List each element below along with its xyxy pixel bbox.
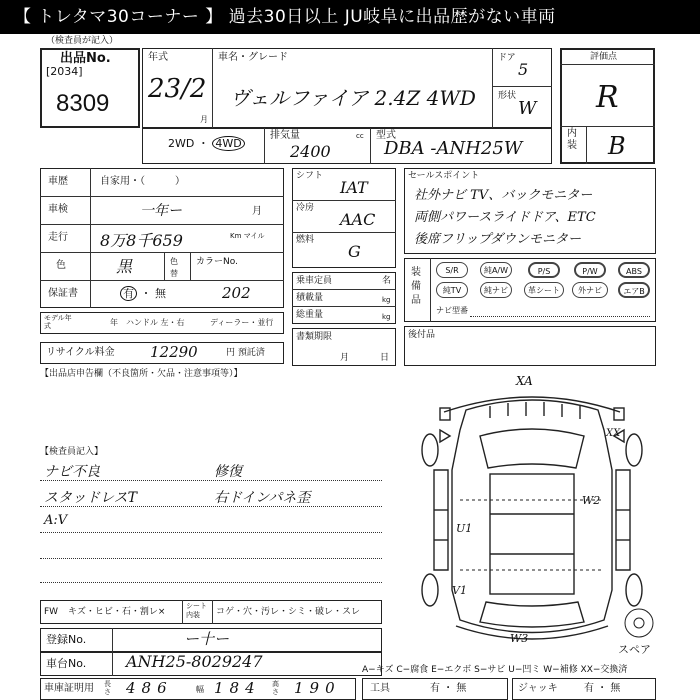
interior-value: B — [608, 132, 626, 160]
year-month: 月 — [200, 115, 208, 124]
lot-small-number: [2034] — [46, 65, 83, 78]
sales-point-line-1: 社外ナビ TV、バックモニター — [414, 188, 593, 203]
equip-sr: S/R — [436, 262, 468, 278]
inspector-label: 【検査員記入】 — [40, 447, 104, 457]
fuel-value: G — [348, 242, 361, 261]
shift-value: IAT — [340, 178, 368, 197]
history-label: 車歴 — [48, 176, 68, 187]
diagram-mark-front: XA — [516, 374, 533, 388]
post-mount-label: 後付品 — [408, 330, 436, 340]
equip-leather: 革シート — [524, 282, 564, 298]
spare-tire-icon — [622, 606, 656, 640]
registration-value: ー十ー — [184, 630, 230, 648]
recycle-value: 12290 — [150, 343, 198, 361]
header-note: （検査員が記入） — [46, 36, 119, 46]
type-value: DBA -ANH25W — [384, 138, 523, 159]
lot-number: 8309 — [56, 90, 110, 117]
docs-month: 月 — [340, 353, 350, 363]
sales-points-label: セールスポイント — [408, 171, 480, 181]
sales-point-line-3: 後席フリップダウンモニター — [414, 232, 582, 247]
equip-abs: ABS — [618, 262, 650, 278]
equip-airbag: エアB — [618, 282, 650, 298]
diagram-mark-w2: W2 — [582, 494, 601, 507]
tools-selector: 有 ・ 無 — [430, 683, 467, 694]
docs-label: 書類期限 — [296, 332, 333, 342]
diagram-mark-v1: V1 — [452, 584, 467, 597]
model-year-handle: ハンドル 左・右 — [126, 318, 185, 327]
warranty-label: 保証書 — [48, 288, 78, 299]
color-value: 黒 — [116, 257, 133, 276]
cert-label: 車庫証明用 — [44, 683, 94, 694]
load-unit: kg — [382, 296, 391, 304]
doors-label: ドア — [498, 53, 516, 63]
chassis-label: 車台No. — [46, 657, 87, 670]
recycle-unit: 円 預託済 — [226, 348, 265, 358]
inspection-label: 車検 — [48, 204, 68, 215]
color-code-label: カラーNo. — [196, 257, 238, 267]
drive-selector: 2WD ・ 4WD — [168, 138, 245, 150]
shift-label: シフト — [296, 171, 324, 181]
color-label: 色 — [56, 260, 66, 271]
model-label: 車名・グレード — [218, 52, 288, 63]
cert-height: 190 — [294, 679, 341, 697]
sales-point-line-2: 両側パワースライドドア、ETC — [414, 210, 596, 225]
recycle-label: リサイクル料金 — [46, 347, 115, 358]
body-type-value: W — [518, 98, 537, 119]
warranty-selector: 有 ・ 無 — [120, 288, 166, 300]
chassis-value: ANH25-8029247 — [126, 652, 263, 671]
equip-tv: 純TV — [436, 282, 468, 298]
banner-text: 【 トレタマ30コーナー 】 過去30日以上 JU岐阜に出品歴がない車両 — [14, 7, 556, 27]
seat-items: コゲ・穴・汚レ・シミ・破レ・スレ — [216, 607, 361, 617]
cert-length: 486 — [126, 679, 173, 697]
spare-label: スペア — [618, 643, 651, 656]
fw-label: FW — [44, 607, 59, 617]
fuel-label: 燃料 — [296, 235, 315, 245]
docs-day: 日 — [380, 353, 390, 363]
cert-width: 184 — [214, 679, 261, 697]
capacity-label: 乗車定員 — [296, 276, 333, 286]
history-options: 自家用・（ ） — [100, 176, 185, 187]
aircon-label: 冷房 — [296, 203, 315, 213]
inspection-value: 一年ー — [140, 203, 182, 219]
inspection-month: 月 — [252, 206, 262, 217]
load-label: 積載量 — [296, 293, 324, 303]
inspector-line-1-right: 修復 — [214, 464, 242, 480]
model-value: ヴェルファイア 2.4Z 4WD — [230, 86, 476, 110]
post-mount-box — [404, 326, 656, 366]
equip-navi: 純ナビ — [480, 282, 512, 298]
lot-label: 出品No. — [60, 51, 111, 66]
diagram-mark-w3: W3 — [510, 632, 529, 645]
model-year-year: 年 — [110, 318, 118, 327]
body-type-label: 形状 — [498, 91, 517, 101]
equip-ps: P/S — [528, 262, 560, 278]
model-year-label: モデル年式 — [44, 314, 72, 330]
seat-label: シート内装 — [186, 602, 207, 619]
score-label: 評価点 — [590, 52, 618, 62]
mileage-label: 走行 — [48, 232, 68, 243]
banner — [0, 0, 700, 34]
equip-ext-navi: 外ナビ — [572, 282, 608, 298]
diagram-mark-u1: U1 — [456, 522, 473, 535]
type-label: 型式 — [376, 130, 396, 141]
mileage-unit: Km マイル — [230, 232, 265, 240]
displacement-unit: cc — [356, 132, 364, 140]
color-code-value: 202 — [222, 284, 251, 302]
exhibitor-note-label: 【出品店申告欄（不良箇所・欠品・注意事項等）】 — [40, 369, 243, 379]
damage-legend: A−キズ C−腐食 E−エクボ S−サビ U−凹ミ W−補修 XX−交換済 — [362, 665, 628, 675]
interior-label: 内装 — [567, 128, 577, 151]
registration-label: 登録No. — [46, 633, 87, 646]
inspector-line-2-left: スタッドレスT — [44, 490, 137, 506]
capacity-unit: 名 — [382, 276, 392, 286]
weight-label: 総重量 — [296, 310, 324, 320]
cert-width-label: 幅 — [196, 685, 204, 694]
year-value: 23/2 — [148, 74, 207, 104]
jack-label: ジャッキ — [518, 683, 558, 694]
mileage-value: 8万8千659 — [100, 231, 183, 250]
cert-height-label: 高さ — [272, 680, 279, 696]
model-year-dealer: ディーラー・並行 — [210, 318, 274, 327]
fw-items: キズ・ヒビ・石・割レ× — [68, 607, 166, 617]
paint-label: 色替 — [170, 257, 178, 278]
weight-unit: kg — [382, 313, 391, 321]
cert-length-label: 長さ — [104, 680, 111, 696]
diagram-mark-xx: XX — [606, 428, 621, 439]
jack-selector: 有 ・ 無 — [584, 683, 621, 694]
displacement-label: 排気量 — [270, 130, 300, 141]
score-value: R — [596, 80, 619, 115]
displacement-value: 2400 — [290, 142, 331, 161]
tools-label: 工具 — [370, 683, 390, 694]
aircon-value: AAC — [340, 210, 376, 229]
equipment-label: 装備品 — [411, 267, 421, 306]
doors-value: 5 — [518, 60, 529, 79]
equip-pw: P/W — [574, 262, 606, 278]
inspector-line-2-right: 右ドインパネ歪 — [214, 490, 311, 506]
navi-model-label: ナビ型番 — [436, 306, 468, 315]
inspector-line-1-left: ナビ不良 — [44, 464, 100, 480]
year-label: 年式 — [148, 52, 168, 63]
inspector-line-3-left: A:V — [44, 513, 68, 528]
equip-alloy: 純A/W — [480, 262, 512, 278]
